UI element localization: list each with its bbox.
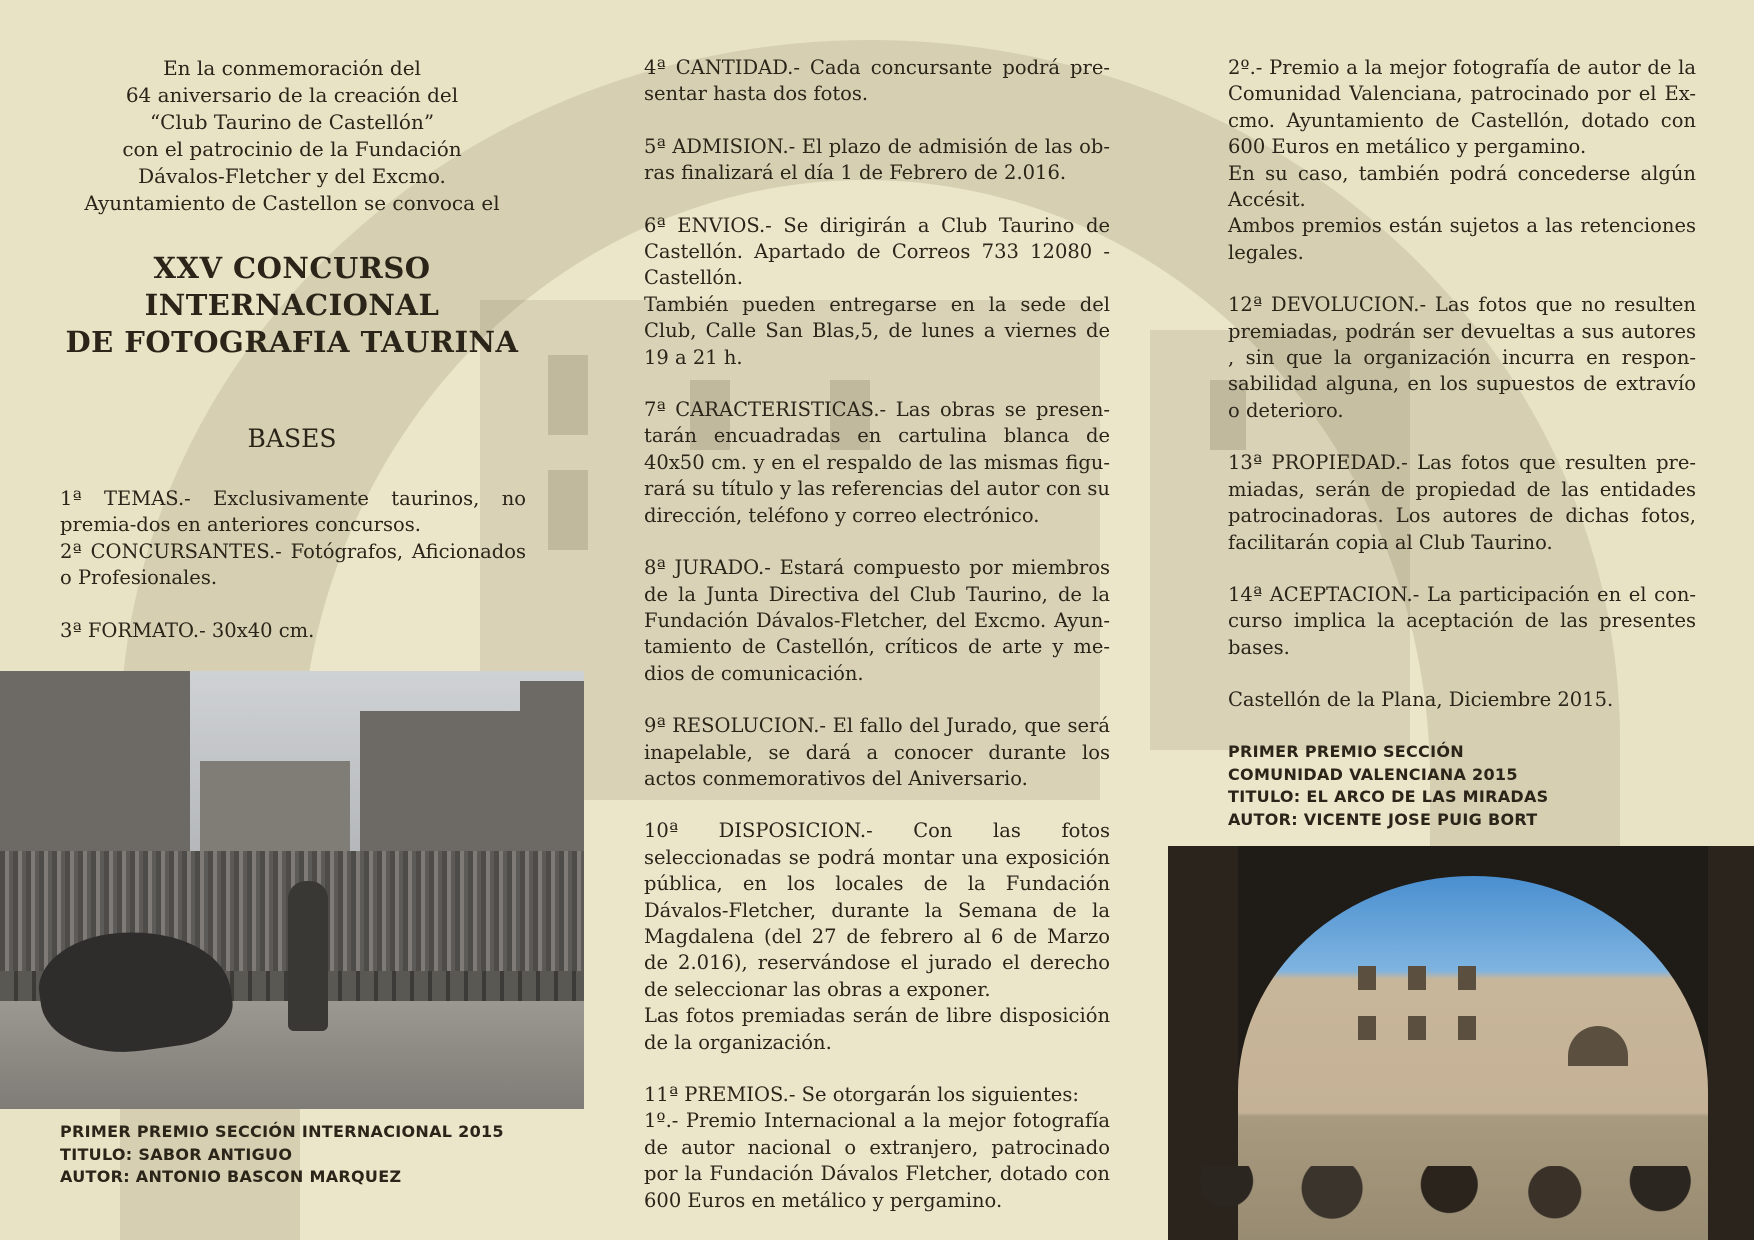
rule-paragraph: 1ª TEMAS.- Exclusivamente taurinos, no premia-dos en anteriores concursos. 2ª CONCURSANTES.- Fotógrafos, Aficionados o Profesionales. bbox=[60, 487, 526, 590]
rule-paragraph: 4ª CANTIDAD.- Cada concursante podrá pre-sentar hasta dos fotos. bbox=[644, 56, 1110, 106]
date-line: Castellón de la Plana, Diciembre 2015. bbox=[1228, 688, 1614, 712]
column-1 bbox=[60, 486, 526, 670]
photo-caption-1: PRIMER PREMIO SECCIÓN INTERNACIONAL 2015 TITULO: SABOR ANTIGUO AUTOR: ANTONIO BASCON MARQUEZ bbox=[60, 1122, 504, 1186]
rule-paragraph: 2º.- Premio a la mejor fotografía de autor de la Comunidad Valenciana, patrocinado por el Ex-cmo. Ayuntamiento de Castellón, dotado con 600 Euros en metálico y pergamino. En su caso, también podrá concederse algún Accésit. Ambos premios están sujetos a las retenciones legales. bbox=[1228, 56, 1696, 264]
rule-paragraph: 5ª ADMISION.- El plazo de admisión de las ob-ras finalizará el día 1 de Febrero de 2.016. bbox=[644, 134, 1110, 185]
contest-title: XXV CONCURSO INTERNACIONAL DE FOTOGRAFIA TAURINA bbox=[65, 251, 519, 359]
bases-heading: BASES bbox=[247, 424, 337, 453]
photo-sabor-antiguo bbox=[0, 671, 584, 1109]
column-3 bbox=[1228, 55, 1696, 740]
rule-paragraph: 7ª CARACTERISTICAS.- Las obras se presen-tarán encuadradas en cartulina blanca de 40x50 cm. y en el respaldo de las mismas figu-rará su título y las referencias del autor con su dirección, teléfono y correo electrónico. bbox=[644, 398, 1110, 527]
rule-paragraph: 10ª DISPOSICION.- Con las fotos seleccionadas se podrá montar una exposición pública, en los locales de la Fundación Dávalos-Fletcher, durante la Semana de la Magdalena (del 27 de febrero al 6 de Marzo de 2.016), reservándose el jurado el derecho de seleccionar las obras a exponer. Las fotos premiadas serán de libre disposición de la organización. bbox=[644, 819, 1110, 1054]
rule-paragraph: 14ª ACEPTACION.- La participación en el con-curso implica la aceptación de las presentes bases. bbox=[1228, 582, 1696, 659]
photo-caption-2: PRIMER PREMIO SECCIÓN COMUNIDAD VALENCIANA 2015 TITULO: EL ARCO DE LAS MIRADAS AUTOR: VICENTE JOSE PUIG BORT bbox=[1228, 742, 1549, 829]
rule-paragraph: 13ª PROPIEDAD.- Las fotos que resulten pre-miadas, serán de propiedad de las entidades patrocinadoras. Los autores de dichas fotos, facilitarán copia al Club Taurino. bbox=[1228, 451, 1696, 554]
intro-text: En la conmemoración del 64 aniversario de la creación del “Club Taurino de Castellón” con el patrocinio de la Fundación Dávalos-Fletcher y del Excmo. Ayuntamiento de Castellon se convoca el bbox=[84, 56, 500, 215]
column-2 bbox=[644, 55, 1110, 1240]
rule-paragraph: 8ª JURADO.- Estará compuesto por miembros de la Junta Directiva del Club Taurino, de la Fundación Dávalos-Fletcher, del Excmo. Ayun-tamiento de Castellón, críticos de arte y me-dios de comunicación. bbox=[644, 556, 1110, 685]
photo-el-arco-de-las-miradas bbox=[1168, 846, 1754, 1240]
rule-paragraph: 3ª FORMATO.- 30x40 cm. bbox=[60, 618, 315, 642]
rule-paragraph: 12ª DEVOLUCION.- Las fotos que no resulten premiadas, podrán ser devueltas a sus autores , sin que la organización incurra en respon-sabilidad alguna, en los supuestos de extravío o deterioro. bbox=[1228, 293, 1696, 422]
rule-paragraph: 11ª PREMIOS.- Se otorgarán los siguientes: 1º.- Premio Internacional a la mejor fotografía de autor nacional o extranjero, patrocinado por la Fundación Dávalos Fletcher, dotado con 600 Euros en metálico y pergamino. bbox=[644, 1083, 1110, 1212]
rule-paragraph: 6ª ENVIOS.- Se dirigirán a Club Taurino de Castellón. Apartado de Correos 733 12080 - Castellón. También pueden entregarse en la sede del Club, Calle San Blas,5, de lunes a viernes de 19 a 21 h. bbox=[644, 213, 1110, 369]
rule-paragraph: 9ª RESOLUCION.- El fallo del Jurado, que será inapelable, se dará a conocer durante los actos conmemorativos del Aniversario. bbox=[644, 714, 1110, 790]
